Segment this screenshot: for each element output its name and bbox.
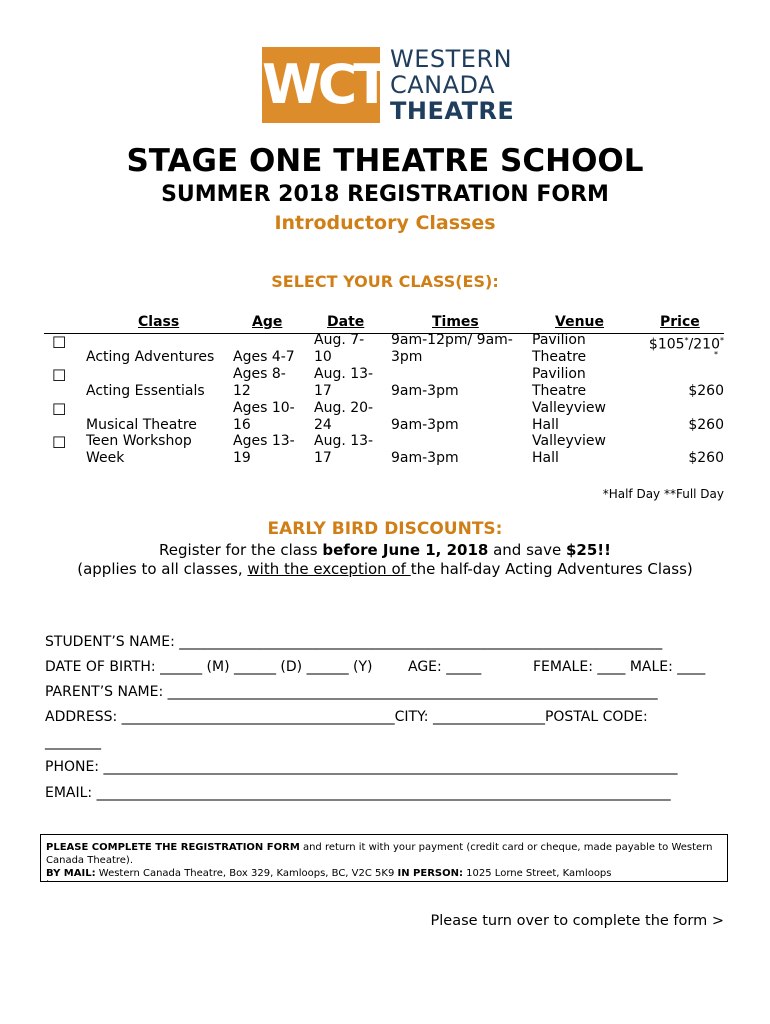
row4-date-b: 17 (314, 450, 332, 466)
early-bird-line-1: Register for the class before June 1, 2018 and save $25!! (159, 541, 611, 559)
row2-times: 9am-3pm (391, 383, 459, 399)
date-of-birth-field[interactable]: DATE OF BIRTH: ______ (M) ______ (D) ______ (Y) (45, 659, 373, 675)
row3-price: $260 (688, 417, 724, 433)
age-field[interactable]: AGE: _____ (408, 659, 482, 675)
row4-date-a: Aug. 13- (314, 433, 374, 449)
logo-line-theatre: THEATRE (390, 97, 515, 125)
instructions-box (40, 834, 728, 882)
row4-venue-b: Hall (532, 450, 559, 466)
row4-price: $260 (688, 450, 724, 466)
student-name-field[interactable]: STUDENT’S NAME: _____________________________________________________________________ (45, 634, 663, 650)
row4-class-b: Week (86, 450, 125, 466)
row3-age-b: 16 (233, 417, 251, 433)
row2-venue-a: Pavilion (532, 366, 586, 382)
col-header-venue: Venue (555, 314, 604, 330)
checkbox-acting-essentials[interactable]: ☐ (52, 366, 67, 385)
row1-times-a: 9am-12pm/ 9am- (391, 332, 513, 348)
row4-age-a: Ages 13- (233, 433, 295, 449)
gender-field[interactable]: FEMALE: ____ MALE: ____ (533, 659, 706, 675)
parent-name-field[interactable]: PARENT’S NAME: ______________________________________________________________________ (45, 684, 658, 700)
row2-date-a: Aug. 13- (314, 366, 374, 382)
row3-venue-a: Valleyview (532, 400, 606, 416)
row3-age-a: Ages 10- (233, 400, 295, 416)
col-header-price: Price (660, 314, 700, 330)
row1-date-a: Aug. 7- (314, 332, 365, 348)
row1-price-mark: * (714, 350, 718, 359)
wct-logo-mark (262, 47, 387, 123)
select-heading: SELECT YOUR CLASS(ES): (271, 272, 499, 291)
row1-venue-b: Theatre (532, 349, 587, 365)
checkbox-acting-adventures[interactable]: ☐ (52, 333, 67, 352)
page-title: STAGE ONE THEATRE SCHOOL (126, 143, 644, 179)
instructions-line-2: BY MAIL: Western Canada Theatre, Box 329, Kamloops, BC, V2C 5K9 IN PERSON: 1025 Lorne Street, Kamloops (46, 868, 612, 879)
row2-price: $260 (688, 383, 724, 399)
logo-line-canada: CANADA (390, 71, 496, 99)
row3-times: 9am-3pm (391, 417, 459, 433)
row1-price: $105*/210* (648, 336, 724, 353)
row4-venue-a: Valleyview (532, 433, 606, 449)
row3-date-b: 24 (314, 417, 332, 433)
turn-over-note: Please turn over to complete the form > (430, 913, 724, 929)
address-field[interactable]: ADDRESS: _______________________________________CITY: ________________POSTAL CODE: (45, 709, 648, 725)
phone-field[interactable]: PHONE: __________________________________________________________________________________ (45, 759, 678, 775)
row3-date-a: Aug. 20- (314, 400, 374, 416)
section-intro: Introductory Classes (274, 212, 496, 234)
logo-line-western: WESTERN (390, 45, 513, 73)
row2-age-b: 12 (233, 383, 251, 399)
checkbox-musical-theatre[interactable]: ☐ (52, 400, 67, 419)
row4-class-a: Teen Workshop (86, 433, 192, 449)
form-subtitle: SUMMER 2018 REGISTRATION FORM (161, 182, 609, 207)
row2-venue-b: Theatre (532, 383, 587, 399)
row1-age: Ages 4-7 (233, 349, 295, 365)
early-bird-heading: EARLY BIRD DISCOUNTS: (267, 519, 503, 539)
row2-date-b: 17 (314, 383, 332, 399)
email-field[interactable]: EMAIL: __________________________________________________________________________________ (45, 785, 671, 801)
row2-age-a: Ages 8- (233, 366, 286, 382)
row1-class: Acting Adventures (86, 349, 215, 365)
col-header-times: Times (432, 314, 479, 330)
row4-times: 9am-3pm (391, 450, 459, 466)
col-header-class: Class (138, 314, 180, 330)
checkbox-teen-workshop[interactable]: ☐ (52, 433, 67, 452)
instructions-line-1: PLEASE COMPLETE THE REGISTRATION FORM and return it with your payment (credit card or cheque, made payable to Western Canada Theatre). (46, 842, 713, 866)
row1-venue-a: Pavilion (532, 332, 586, 348)
price-footnote: *Half Day **Full Day (602, 487, 724, 501)
postal-code-field[interactable]: ________ (45, 734, 101, 750)
row4-age-b: 19 (233, 450, 251, 466)
row1-times-b: 3pm (391, 349, 423, 365)
row1-date-b: 10 (314, 349, 332, 365)
col-header-age: Age (252, 314, 283, 330)
stray-mark: ` (46, 880, 51, 891)
early-bird-line-2: (applies to all classes, with the exception of the half-day Acting Adventures Class) (77, 560, 693, 578)
row3-venue-b: Hall (532, 417, 559, 433)
row3-class: Musical Theatre (86, 417, 197, 433)
table-header-rule (44, 333, 724, 334)
row2-class: Acting Essentials (86, 383, 205, 399)
col-header-date: Date (327, 314, 365, 330)
logo-initials: WCT (262, 53, 387, 116)
